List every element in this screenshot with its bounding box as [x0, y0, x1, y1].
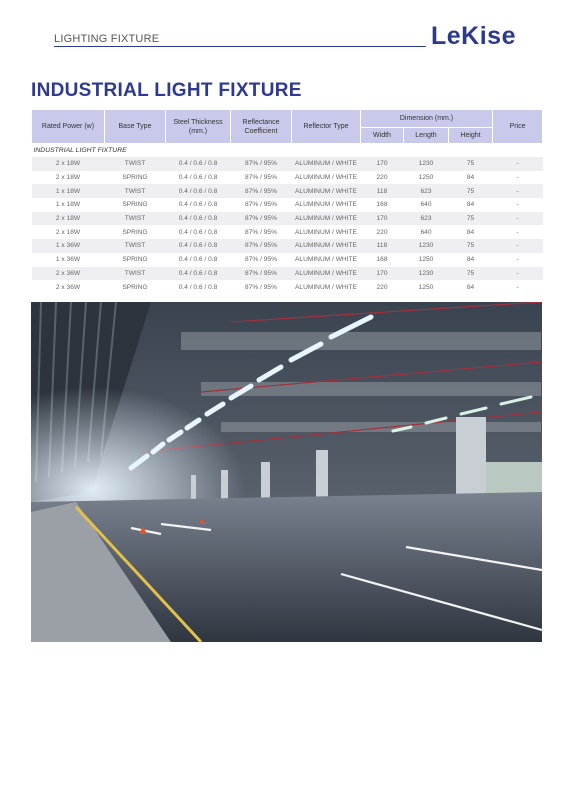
cell-width: 118: [361, 239, 404, 253]
cell-length: 1250: [404, 171, 449, 185]
table-row: [32, 280, 543, 294]
cell-base-type: SPRING: [105, 225, 166, 239]
cell-reflectance: 87% / 95%: [231, 280, 292, 294]
cell-reflectance: 87% / 95%: [231, 239, 292, 253]
col-header-width: Width: [361, 128, 404, 144]
cell-base-type: TWIST: [105, 212, 166, 226]
cell-steel-thickness: 0.4 / 0.6 / 0.8: [166, 225, 231, 239]
cell-length: 1250: [404, 280, 449, 294]
cell-length: 623: [404, 184, 449, 198]
cell-rated-power: 1 x 18W: [32, 198, 105, 212]
cell-steel-thickness: 0.4 / 0.6 / 0.8: [166, 267, 231, 281]
spec-table: [31, 109, 543, 294]
cell-price: -: [493, 225, 543, 239]
cell-steel-thickness: 0.4 / 0.6 / 0.8: [166, 198, 231, 212]
page-title: INDUSTRIAL LIGHT FIXTURE: [31, 80, 302, 101]
col-header-reflectance: Reflectance Coefficient: [231, 110, 292, 144]
cell-price: -: [493, 171, 543, 185]
cell-reflectance: 87% / 95%: [231, 253, 292, 267]
cell-steel-thickness: 0.4 / 0.6 / 0.8: [166, 171, 231, 185]
table-row: [32, 184, 543, 198]
table-row: [32, 157, 543, 171]
cell-price: -: [493, 267, 543, 281]
table-section-title: INDUSTRIAL LIGHT FIXTURE: [33, 147, 127, 154]
cell-length: 640: [404, 225, 449, 239]
cell-height: 75: [449, 157, 493, 171]
cell-steel-thickness: 0.4 / 0.6 / 0.8: [166, 280, 231, 294]
cell-height: 84: [449, 225, 493, 239]
cell-height: 84: [449, 198, 493, 212]
cell-reflector-type: ALUMINUM / WHITE: [292, 253, 361, 267]
cell-width: 168: [361, 198, 404, 212]
col-header-dimension: Dimension (mm.): [361, 110, 493, 128]
table-row: [32, 225, 543, 239]
cell-reflectance: 87% / 95%: [231, 171, 292, 185]
table-row: [32, 171, 543, 185]
cell-base-type: SPRING: [105, 253, 166, 267]
cell-height: 84: [449, 171, 493, 185]
cell-reflector-type: ALUMINUM / WHITE: [292, 225, 361, 239]
cell-width: 118: [361, 184, 404, 198]
cell-width: 220: [361, 225, 404, 239]
brand-logo: LeKise: [431, 22, 516, 50]
table-row: [32, 253, 543, 267]
cell-height: 75: [449, 239, 493, 253]
col-header-base-type: Base Type: [105, 110, 166, 144]
cell-width: 170: [361, 212, 404, 226]
cell-steel-thickness: 0.4 / 0.6 / 0.8: [166, 184, 231, 198]
cell-reflector-type: ALUMINUM / WHITE: [292, 239, 361, 253]
cell-height: 84: [449, 280, 493, 294]
cell-rated-power: 1 x 18W: [32, 184, 105, 198]
cell-rated-power: 2 x 36W: [32, 280, 105, 294]
cell-length: 640: [404, 198, 449, 212]
cell-width: 220: [361, 280, 404, 294]
cell-width: 170: [361, 157, 404, 171]
cell-reflectance: 87% / 95%: [231, 267, 292, 281]
col-header-steel-thickness: Steel Thickness (mm.): [166, 110, 231, 144]
col-header-height: Height: [449, 128, 493, 144]
cell-steel-thickness: 0.4 / 0.6 / 0.8: [166, 157, 231, 171]
cell-rated-power: 2 x 18W: [32, 225, 105, 239]
cell-base-type: TWIST: [105, 267, 166, 281]
col-header-reflector-type: Reflector Type: [292, 110, 361, 144]
cell-price: -: [493, 239, 543, 253]
cell-price: -: [493, 253, 543, 267]
cell-rated-power: 2 x 18W: [32, 212, 105, 226]
cell-base-type: SPRING: [105, 171, 166, 185]
cell-price: -: [493, 184, 543, 198]
cell-width: 220: [361, 171, 404, 185]
header-divider: [54, 46, 426, 47]
cell-base-type: SPRING: [105, 198, 166, 212]
cell-rated-power: 2 x 36W: [32, 267, 105, 281]
cell-reflector-type: ALUMINUM / WHITE: [292, 184, 361, 198]
cell-reflectance: 87% / 95%: [231, 184, 292, 198]
col-header-rated-power: Rated Power (w): [32, 110, 105, 144]
cell-reflector-type: ALUMINUM / WHITE: [292, 267, 361, 281]
cell-length: 1230: [404, 157, 449, 171]
cell-rated-power: 2 x 18W: [32, 157, 105, 171]
cell-base-type: TWIST: [105, 157, 166, 171]
cell-base-type: TWIST: [105, 184, 166, 198]
cell-height: 75: [449, 267, 493, 281]
section-label: LIGHTING FIXTURE: [54, 33, 160, 45]
cell-steel-thickness: 0.4 / 0.6 / 0.8: [166, 253, 231, 267]
cell-reflector-type: ALUMINUM / WHITE: [292, 280, 361, 294]
cell-price: -: [493, 157, 543, 171]
table-row: [32, 198, 543, 212]
cell-length: 1230: [404, 267, 449, 281]
cell-height: 84: [449, 253, 493, 267]
cell-width: 170: [361, 267, 404, 281]
cell-reflector-type: ALUMINUM / WHITE: [292, 157, 361, 171]
cell-price: -: [493, 198, 543, 212]
cell-rated-power: 1 x 36W: [32, 239, 105, 253]
cell-steel-thickness: 0.4 / 0.6 / 0.8: [166, 212, 231, 226]
cell-rated-power: 1 x 36W: [32, 253, 105, 267]
cell-reflector-type: ALUMINUM / WHITE: [292, 171, 361, 185]
cell-reflectance: 87% / 95%: [231, 225, 292, 239]
cell-base-type: SPRING: [105, 280, 166, 294]
cell-price: -: [493, 280, 543, 294]
cell-width: 168: [361, 253, 404, 267]
cell-steel-thickness: 0.4 / 0.6 / 0.8: [166, 239, 231, 253]
cell-height: 75: [449, 184, 493, 198]
cell-reflectance: 87% / 95%: [231, 198, 292, 212]
cell-rated-power: 2 x 18W: [32, 171, 105, 185]
cell-length: 1250: [404, 253, 449, 267]
col-header-length: Length: [404, 128, 449, 144]
cell-reflector-type: ALUMINUM / WHITE: [292, 198, 361, 212]
table-row: [32, 239, 543, 253]
table-row: [32, 267, 543, 281]
cell-length: 1230: [404, 239, 449, 253]
table-row: [32, 212, 543, 226]
parking-garage-photo: [31, 302, 542, 642]
cell-price: -: [493, 212, 543, 226]
cell-base-type: TWIST: [105, 239, 166, 253]
col-header-price: Price: [493, 110, 543, 144]
cell-reflectance: 87% / 95%: [231, 157, 292, 171]
cell-height: 75: [449, 212, 493, 226]
cell-reflectance: 87% / 95%: [231, 212, 292, 226]
cell-length: 623: [404, 212, 449, 226]
cell-reflector-type: ALUMINUM / WHITE: [292, 212, 361, 226]
